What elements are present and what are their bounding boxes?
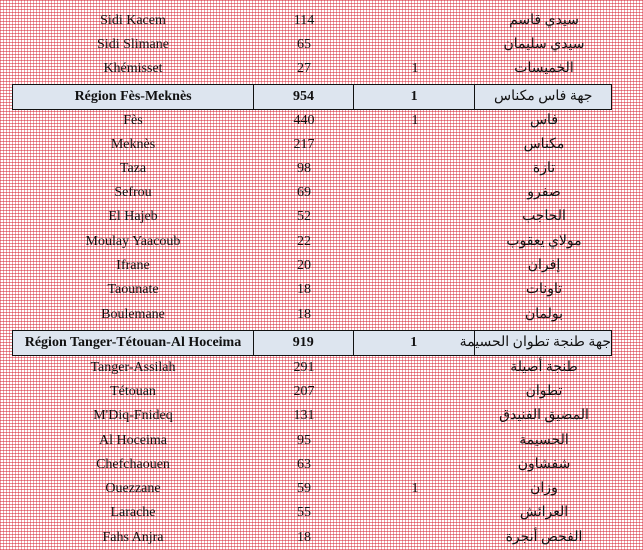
count-cell: 98 xyxy=(297,161,311,176)
flag-cell xyxy=(354,526,476,550)
arabic-name-cell: تطوان xyxy=(525,384,563,399)
city-row xyxy=(12,453,612,477)
flag-cell xyxy=(354,157,476,181)
city-row xyxy=(12,526,612,550)
city-row xyxy=(12,278,612,302)
count-cell: 63 xyxy=(297,457,311,472)
city-name-cell: Fahs Anjra xyxy=(102,530,164,545)
city-row xyxy=(12,429,612,453)
city-row xyxy=(12,356,612,380)
city-name-cell: Fès xyxy=(123,113,143,128)
arabic-name-cell: وزان xyxy=(530,481,558,496)
count-cell: 69 xyxy=(297,185,311,200)
city-name-cell: Tétouan xyxy=(110,384,156,399)
arabic-name-cell: العرائش xyxy=(519,505,569,520)
city-name-cell: Sidi Slimane xyxy=(97,37,169,52)
count-cell: 18 xyxy=(297,282,311,297)
flag-cell xyxy=(354,205,476,229)
arabic-name-cell: تاونات xyxy=(525,282,563,297)
city-name-cell: Taza xyxy=(119,161,147,176)
flag-cell xyxy=(354,404,476,428)
flag-cell: 1 xyxy=(411,481,419,496)
count-cell: 65 xyxy=(297,37,311,52)
city-row xyxy=(12,133,612,157)
count-cell: 114 xyxy=(293,13,315,28)
flag-cell: 1 xyxy=(354,330,475,356)
flag-cell xyxy=(354,9,476,33)
flag-cell xyxy=(354,33,476,57)
arabic-name-cell: جهة فاس مكناس xyxy=(493,89,593,104)
count-cell: 131 xyxy=(293,408,315,423)
city-name-cell: Khémisset xyxy=(103,61,163,76)
city-row xyxy=(12,230,612,254)
count-cell: 440 xyxy=(293,113,315,128)
city-name-cell: Taounate xyxy=(107,282,159,297)
arabic-name-cell: بولمان xyxy=(524,307,564,322)
arabic-name-cell: تازة xyxy=(532,161,556,176)
arabic-name-cell: فاس xyxy=(529,113,559,128)
flag-cell xyxy=(354,501,476,525)
arabic-name-cell: جهة طنجة تطوان الحسيمة xyxy=(459,335,611,350)
city-name-cell: M'Diq-Fnideq xyxy=(93,408,173,423)
flag-cell xyxy=(354,230,476,254)
arabic-name-cell: الحسيمة xyxy=(519,433,569,448)
count-cell: 954 xyxy=(254,84,354,110)
flag-cell xyxy=(354,380,476,404)
city-name-cell: Moulay Yaacoub xyxy=(85,234,181,249)
arabic-name-cell: الخميسات xyxy=(514,61,574,76)
count-cell: 18 xyxy=(297,530,311,545)
city-row xyxy=(12,380,612,404)
city-row xyxy=(12,404,612,428)
count-cell: 95 xyxy=(297,433,311,448)
arabic-name-cell: الحاجب xyxy=(522,209,566,224)
count-cell: 22 xyxy=(297,234,311,249)
count-cell: 291 xyxy=(293,360,315,375)
city-name-cell: Al Hoceima xyxy=(98,433,168,448)
city-row xyxy=(12,9,612,33)
city-name-cell: Meknès xyxy=(110,137,156,152)
flag-cell xyxy=(354,429,476,453)
flag-cell xyxy=(354,181,476,205)
arabic-name-cell: سيدي قاسم xyxy=(509,13,579,28)
count-cell: 18 xyxy=(297,307,311,322)
city-name-cell: Tanger-Assilah xyxy=(90,360,176,375)
city-row xyxy=(12,109,612,133)
flag-cell: 1 xyxy=(354,84,476,110)
count-cell: 52 xyxy=(297,209,311,224)
city-name-cell: Sidi Kacem xyxy=(100,13,166,28)
arabic-name-cell: شفشاون xyxy=(517,457,571,472)
flag-cell xyxy=(354,356,476,380)
city-row xyxy=(12,157,612,181)
region-name-cell: Région Fès-Meknès xyxy=(13,84,254,110)
flag-cell xyxy=(354,453,476,477)
city-name-cell: El Hajeb xyxy=(108,209,158,224)
flag-cell xyxy=(354,303,476,327)
city-row xyxy=(12,181,612,205)
region-row xyxy=(12,330,612,356)
count-cell: 27 xyxy=(297,61,311,76)
region-name-cell: Région Tanger-Tétouan-Al Hoceima xyxy=(13,330,254,356)
city-row xyxy=(12,501,612,525)
arabic-name-cell: طنجة أصيلة xyxy=(510,360,578,375)
flag-cell: 1 xyxy=(411,113,419,128)
arabic-name-cell: صفرو xyxy=(527,185,561,200)
city-row xyxy=(12,205,612,229)
city-name-cell: Larache xyxy=(110,505,156,520)
city-name-cell: Chefchaouen xyxy=(96,457,170,472)
flag-cell xyxy=(354,254,476,278)
city-row xyxy=(12,303,612,327)
region-row xyxy=(12,84,612,110)
city-name-cell: Ifrane xyxy=(116,258,150,273)
city-name-cell: Sefrou xyxy=(114,185,152,200)
count-cell: 919 xyxy=(254,330,354,356)
city-name-cell: Ouezzane xyxy=(105,481,161,496)
flag-cell: 1 xyxy=(411,61,419,76)
count-cell: 217 xyxy=(293,137,315,152)
flag-cell xyxy=(354,133,476,157)
city-name-cell: Boulemane xyxy=(101,307,165,322)
city-row xyxy=(12,254,612,278)
flag-cell xyxy=(354,278,476,302)
count-cell: 20 xyxy=(297,258,311,273)
arabic-name-cell: المضيق الفنيدق xyxy=(499,408,589,423)
count-cell: 207 xyxy=(293,384,315,399)
arabic-name-cell: مولاي يعقوب xyxy=(506,234,582,249)
city-row xyxy=(12,477,612,501)
arabic-name-cell: إفران xyxy=(527,258,561,273)
arabic-name-cell: سيدي سليمان xyxy=(503,37,585,52)
count-cell: 59 xyxy=(297,481,311,496)
city-row xyxy=(12,33,612,57)
arabic-name-cell: مكناس xyxy=(523,137,565,152)
city-row xyxy=(12,57,612,81)
arabic-name-cell: الفحص أنجرة xyxy=(505,530,583,545)
count-cell: 55 xyxy=(297,505,311,520)
